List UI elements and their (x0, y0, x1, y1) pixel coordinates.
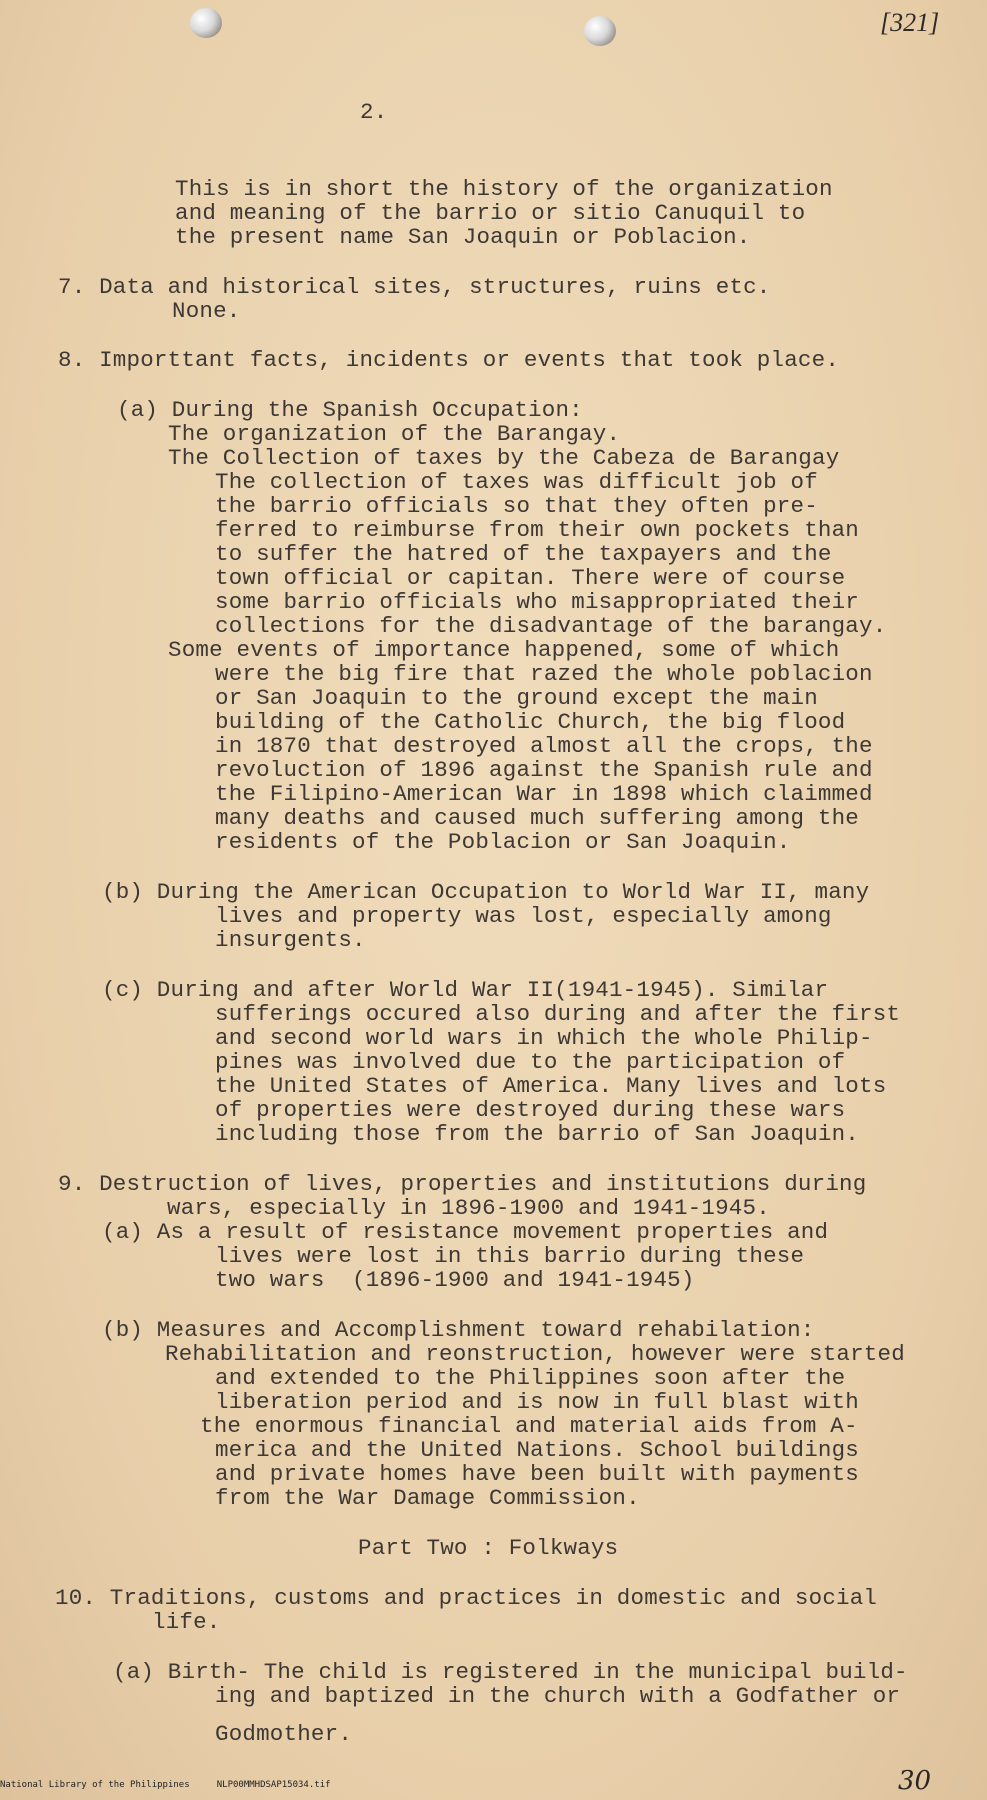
text-line: the United States of America. Many lives and lots (215, 1073, 887, 1099)
text-line: None. (172, 298, 241, 324)
text-line: lives and property was lost, especially among (215, 903, 832, 929)
subsection-heading: (b) During the American Occupation to World War II, many (102, 879, 870, 905)
subsection-heading: (b) Measures and Accomplishment toward rehabilation: (102, 1317, 815, 1343)
text-line: Some events of importance happened, some of which (168, 637, 840, 663)
text-line: The collection of taxes was difficult job of (215, 469, 818, 495)
text-line: some barrio officials who misappropriated their (215, 589, 860, 615)
section-heading: 7. Data and historical sites, structures, ruins etc. (58, 274, 771, 300)
text-line: life. (152, 1609, 221, 1635)
text-line: sufferings occured also during and after the first (215, 1001, 901, 1027)
text-line: Godmother. (215, 1721, 353, 1747)
page-number: 2. (360, 99, 388, 125)
text-line: lives were lost in this barrio during these (215, 1243, 805, 1269)
text-line: merica and the United Nations. School buildings (215, 1437, 860, 1463)
text-line: and private homes have been built with payments (215, 1461, 860, 1487)
part-heading: Part Two : Folkways (358, 1535, 619, 1561)
text-line: collections for the disadvantage of the barangay. (215, 613, 887, 639)
text-line: were the big fire that razed the whole poblacion (215, 661, 873, 687)
section-heading: 8. Importtant facts, incidents or events that took place. (58, 347, 840, 373)
text-line: revoluction of 1896 against the Spanish rule and (215, 757, 873, 783)
text-line: the enormous financial and material aids from A- (200, 1413, 858, 1439)
text-line: and meaning of the barrio or sitio Canuquil to (175, 200, 806, 226)
text-line: Rehabilitation and reonstruction, however were started (165, 1341, 905, 1367)
text-line: pines was involved due to the participation of (215, 1049, 846, 1075)
text-line: the present name San Joaquin or Poblacion. (175, 224, 751, 250)
text-line: residents of the Poblacion or San Joaquin. (215, 829, 791, 855)
text-line: in 1870 that destroyed almost all the crops, the (215, 733, 873, 759)
text-line: the Filipino-American War in 1898 which claimmed (215, 781, 873, 807)
archive-stamp: [321] (880, 8, 940, 37)
punch-hole-left (190, 8, 222, 38)
subsection-heading: (c) During and after World War II(1941-1945). Similar (102, 977, 829, 1003)
text-line: ing and baptized in the church with a Godfather or (215, 1683, 901, 1709)
text-line: the barrio officials so that they often pre- (215, 493, 818, 519)
text-line: building of the Catholic Church, the big flood (215, 709, 846, 735)
text-line: many deaths and caused much suffering among the (215, 805, 860, 831)
text-line: two wars (1896-1900 and 1941-1945) (215, 1267, 695, 1293)
archive-footer: National Library of the Philippines NLP00MMHDSAP15034.tif (0, 1780, 331, 1790)
text-line: wars, especially in 1896-1900 and 1941-1945. (167, 1195, 770, 1221)
text-line: and extended to the Philippines soon after the (215, 1365, 846, 1391)
text-line: and second world wars in which the whole Philip- (215, 1025, 873, 1051)
text-line: to suffer the hatred of the taxpayers and the (215, 541, 832, 567)
text-line: This is in short the history of the organization (175, 176, 833, 202)
text-line: The organization of the Barangay. (168, 421, 621, 447)
text-line: or San Joaquin to the ground except the main (215, 685, 818, 711)
text-line: insurgents. (215, 927, 366, 953)
handwritten-page-number: 30 (898, 1766, 932, 1796)
text-line: ferred to reimburse from their own pockets than (215, 517, 860, 543)
punch-hole-right (584, 16, 616, 46)
text-line: town official or capitan. There were of course (215, 565, 846, 591)
text-line: from the War Damage Commission. (215, 1485, 640, 1511)
subsection-heading: (a) As a result of resistance movement properties and (102, 1219, 829, 1245)
text-line: liberation period and is now in full blast with (215, 1389, 860, 1415)
subsection-heading: (a) During the Spanish Occupation: (117, 397, 583, 423)
section-heading: 9. Destruction of lives, properties and institutions during (58, 1171, 867, 1197)
text-line: The Collection of taxes by the Cabeza de Barangay (168, 445, 840, 471)
section-heading: 10. Traditions, customs and practices in domestic and social (55, 1585, 878, 1611)
text-line: of properties were destroyed during these wars (215, 1097, 846, 1123)
subsection-heading: (a) Birth- The child is registered in the municipal build- (113, 1659, 908, 1685)
text-line: including those from the barrio of San Joaquin. (215, 1121, 860, 1147)
